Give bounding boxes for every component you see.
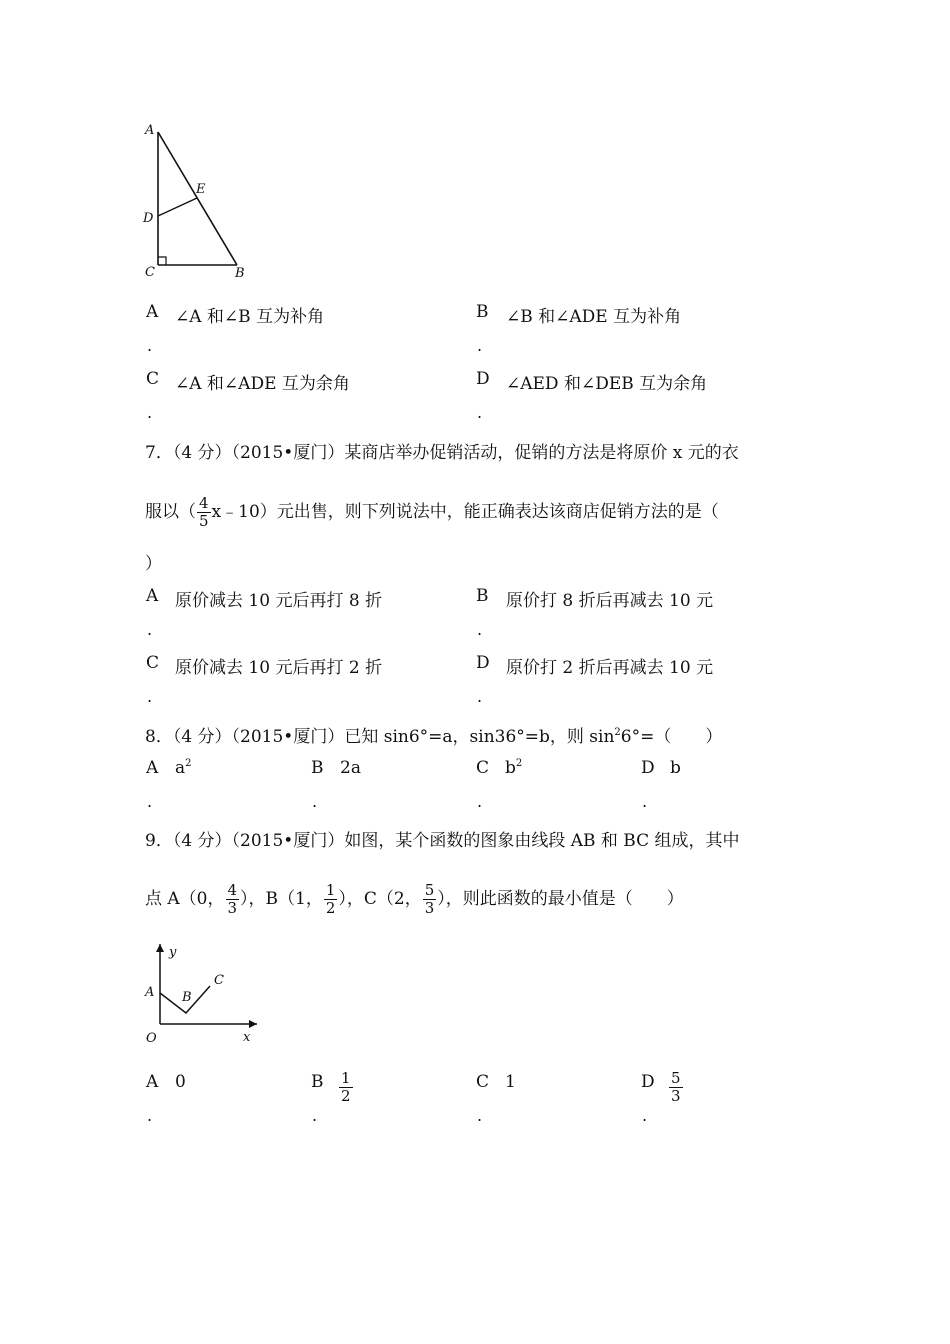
option-dot: . (147, 336, 153, 355)
q9-stem-line2 (145, 877, 684, 921)
q8-stem (145, 722, 722, 747)
q8-stem-post: 6°=（ ） (620, 727, 723, 747)
option-dot: . (477, 687, 483, 706)
option-dot: . (477, 403, 483, 422)
q6-label-a: A (145, 123, 155, 138)
q9-label-o: O (146, 1031, 157, 1046)
q9-label-c: C (214, 973, 224, 988)
q7-stem-line2 (145, 490, 719, 534)
fraction-denominator: 2 (341, 1087, 351, 1105)
q9-point-a-fraction (226, 883, 240, 916)
fraction-numerator: 1 (341, 1069, 351, 1087)
fraction-denominator: 3 (227, 899, 238, 917)
q9-stem-line1: 9．（4 分）（2015•厦门）如图，某个函数的图象由线段 AB 和 BC 组成，其中 (145, 831, 740, 851)
option-dot: . (147, 792, 153, 811)
fraction-denominator: 2 (325, 899, 336, 917)
q8-stem-sup: 2 (614, 727, 621, 738)
option-dot: . (147, 687, 153, 706)
q9-label-x: x (243, 1030, 251, 1045)
q9-point-b-pre: ），B（1， (240, 889, 323, 909)
option-text: ∠B 和∠ADE 互为补角 (506, 307, 682, 327)
q7-line2-pre: 服以（ (145, 502, 196, 522)
option-letter: A (146, 586, 159, 606)
option-letter: D (476, 653, 490, 673)
option-fraction (668, 1071, 684, 1104)
option-dot: . (147, 1106, 153, 1125)
option-letter: D (641, 758, 655, 778)
q6-label-e: E (196, 182, 206, 197)
fraction-numerator: 1 (325, 881, 336, 899)
option-text: ∠A 和∠ADE 互为余角 (175, 374, 350, 394)
option-text: 原价打 8 折后再减去 10 元 (506, 591, 714, 611)
option-text: 原价减去 10 元后再打 8 折 (175, 591, 383, 611)
q9-point-c-pre: ），C（2， (338, 889, 422, 909)
option-letter: B (476, 586, 489, 606)
option-dot: . (477, 620, 483, 639)
fraction-denominator: 3 (424, 899, 435, 917)
fraction-numerator: 4 (227, 881, 238, 899)
option-letter: A (146, 302, 159, 322)
option-text: 0 (175, 1072, 186, 1092)
option-text: 1 (505, 1072, 516, 1092)
fraction-numerator: 5 (424, 881, 435, 899)
q6-label-d: D (143, 211, 154, 226)
q6-label-b: B (235, 266, 245, 281)
option-text: 原价减去 10 元后再打 2 折 (175, 658, 383, 678)
q7-stem-line3: ） (145, 554, 162, 574)
option-sup: 2 (515, 758, 523, 769)
q7-fraction (197, 496, 211, 529)
option-text (505, 758, 522, 778)
q8-stem-pre: 8．（4 分）（2015•厦门）已知 sin6°=a，sin36°=b，则 sin (145, 727, 615, 747)
option-fraction (338, 1071, 354, 1104)
option-letter: D (476, 369, 490, 389)
q7-stem-line1: 7．（4 分）（2015•厦门）某商店举办促销活动，促销的方法是将原价 x 元的衣 (145, 443, 739, 463)
option-sup: 2 (185, 758, 192, 769)
option-text: b (670, 758, 681, 778)
option-letter: A (146, 1072, 159, 1092)
q7-line2-post: x﹣10）元出售，则下列说法中，能正确表达该商店促销方法的是（ (211, 502, 719, 522)
option-letter: B (311, 758, 324, 778)
option-letter: C (476, 758, 490, 778)
option-letter: B (476, 302, 489, 322)
option-dot: . (147, 403, 153, 422)
option-letter: A (146, 758, 159, 778)
option-dot: . (312, 792, 318, 811)
fraction-denominator: 3 (671, 1087, 681, 1105)
q9-label-y: y (169, 945, 177, 960)
q9-point-c-fraction (423, 883, 437, 916)
option-base: b (505, 758, 516, 778)
q9-graph-figure (140, 938, 265, 1050)
q9-point-b-fraction (324, 883, 338, 916)
option-text: ∠A 和∠B 互为补角 (175, 307, 325, 327)
fraction-numerator: 5 (671, 1069, 681, 1087)
option-dot: . (477, 792, 483, 811)
option-text: 原价打 2 折后再减去 10 元 (506, 658, 714, 678)
q9-point-a-pre: 点 A（0， (145, 889, 225, 909)
option-dot: . (147, 620, 153, 639)
option-dot: . (477, 336, 483, 355)
fraction-numerator: 4 (199, 494, 209, 512)
option-letter: C (146, 653, 160, 673)
option-base: a (175, 758, 186, 778)
option-text: ∠AED 和∠DEB 互为余角 (506, 374, 708, 394)
option-dot: . (312, 1106, 318, 1125)
q9-label-b: B (182, 990, 192, 1005)
option-dot: . (477, 1106, 483, 1125)
q9-stem-tail: ），则此函数的最小值是（ ） (437, 889, 684, 909)
option-dot: . (642, 1106, 648, 1125)
option-text (175, 758, 192, 778)
q9-label-a: A (145, 985, 155, 1000)
option-letter: D (641, 1072, 655, 1092)
option-text: 2a (340, 758, 361, 778)
q6-triangle-figure (140, 118, 260, 283)
option-letter: C (476, 1072, 490, 1092)
option-letter: C (146, 369, 160, 389)
option-letter: B (311, 1072, 324, 1092)
option-dot: . (642, 792, 648, 811)
fraction-denominator: 5 (199, 512, 209, 530)
q6-label-c: C (145, 265, 155, 280)
